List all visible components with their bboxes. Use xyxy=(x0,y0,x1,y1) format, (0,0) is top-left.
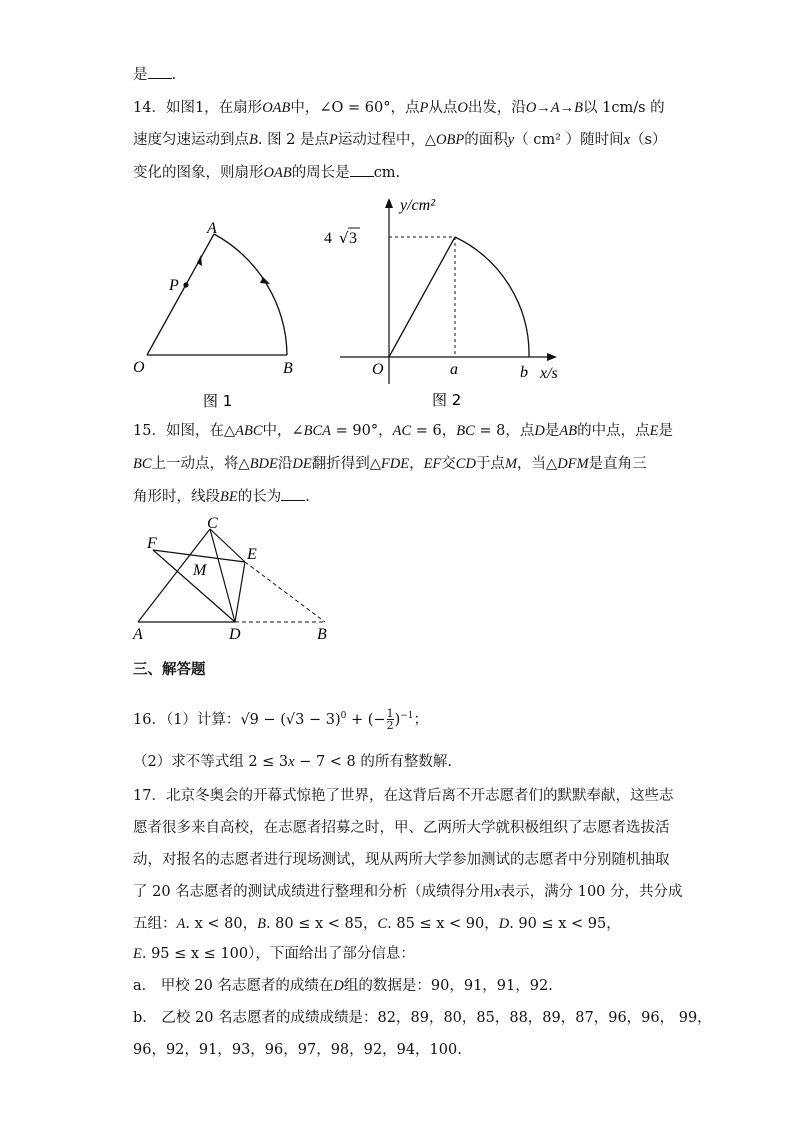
x-axis-label: x/s xyxy=(540,365,558,382)
q16-part2: （2）求不等式组 2 ≤ 3x − 7 < 8 的所有整数解. xyxy=(133,754,452,770)
label-B: B xyxy=(317,626,327,643)
caption-fig2: 图 2 xyxy=(432,391,462,409)
segment-OA xyxy=(147,234,214,355)
label-a: a xyxy=(450,361,458,378)
graph-curve xyxy=(455,237,529,357)
q17-line1: 17．北京冬奥会的开幕式惊艳了世界，在这背后离不开志愿者们的默默奉献，这些志 xyxy=(133,788,674,804)
ymax-radicand: 3 xyxy=(349,230,357,247)
q14-line1: 14．如图1，在扇形OAB中，∠O = 60°，点P从点O出发，沿O→A→B以 1cm/s 的 xyxy=(133,100,665,116)
q15-line1: 15．如图，在△ABC中，∠BCA = 90°，AC = 6，BC = 8，点D是AB的中点，点E是 xyxy=(133,423,673,439)
q14-line2: 速度匀速运动到点B. 图 2 是点P运动过程中，△OBP的面积y（ cm² ）随时间x（s） xyxy=(133,132,667,148)
segment-EB-dashed xyxy=(245,562,325,622)
q17-line5: 五组：A. x < 80，B. 80 ≤ x < 85，C. 85 ≤ x < 90，D. 90 ≤ x < 95， xyxy=(133,916,621,932)
segment-DE xyxy=(235,562,245,622)
sqrt-sign: √ xyxy=(339,229,349,247)
section-heading: 三、解答题 xyxy=(133,662,206,678)
graph-line xyxy=(389,237,455,357)
q17-line3: 动，对报名的志愿者进行现场测试，现从两所大学参加测试的志愿者中分别随机抽取 xyxy=(133,852,670,868)
q17-line4: 了 20 名志愿者的测试成绩进行整理和分析（成绩得分用x表示，满分 100 分，共分成 xyxy=(133,884,683,900)
q17-line2: 愿者很多来自高校，在志愿者招募之时，甲、乙两所大学就积极组织了志愿者选拔活 xyxy=(133,820,670,836)
label-b: b xyxy=(520,364,528,381)
answer-blank xyxy=(350,162,374,177)
figure-q15-triangle xyxy=(125,512,340,647)
label-P: P xyxy=(169,277,179,294)
segment-CE xyxy=(210,529,245,562)
answer-blank xyxy=(281,486,305,501)
caption-fig1: 图 1 xyxy=(203,392,233,410)
segment-FE xyxy=(153,550,245,562)
y-axis-label: y/cm² xyxy=(400,197,435,214)
answer-blank xyxy=(148,64,172,79)
q13-text: 是 xyxy=(133,67,148,83)
label-B: B xyxy=(283,360,293,377)
arc-AB xyxy=(214,234,287,355)
q15-line3: 角形时，线段BE的长为 . xyxy=(133,486,310,507)
segment-CD xyxy=(210,529,235,622)
q16-part1: 16．（1）计算：$√9 - (√3 - 3)^0$ + (− $\frac{1}{2}$ )$^{-1}$； xyxy=(133,707,429,733)
figure-1-sector xyxy=(125,215,315,415)
q15-line2: BC上一动点，将△BDE沿DE翻折得到△FDE，EF交CD于点M，当△DFM是直角三 xyxy=(133,456,647,472)
label-A: A xyxy=(207,220,217,237)
label-O: O xyxy=(133,359,145,376)
label-E: E xyxy=(247,546,257,563)
label-O: O xyxy=(372,361,384,378)
q17-info-b: b． 乙校 20 名志愿者的成绩成绩是：82，89，80，85，88，89，87，96，96， 99， xyxy=(133,1010,712,1026)
q17-info-b-cont: 96，92，91，93，96，97，98，92，94，100. xyxy=(133,1042,462,1058)
label-D: D xyxy=(229,626,241,643)
label-C: C xyxy=(207,515,218,532)
label-M: M xyxy=(193,562,207,579)
arrow-on-arc xyxy=(260,277,270,284)
label-F: F xyxy=(147,535,157,552)
label-A: A xyxy=(133,626,143,643)
q13-end: . xyxy=(171,67,177,83)
q17-line6: E. 95 ≤ x ≤ 100），下面给出了部分信息： xyxy=(133,946,415,962)
ymax-coefficient: 4 xyxy=(324,230,332,247)
x-axis-arrow xyxy=(547,353,557,361)
q14-line3: 变化的图象，则扇形OAB的周长是 cm. xyxy=(133,162,400,183)
figure-2-graph xyxy=(320,190,570,415)
y-axis-arrow xyxy=(385,198,393,208)
q17-info-a: a． 甲校 20 名志愿者的成绩在D组的数据是：90，91，91，92. xyxy=(133,978,553,994)
q13-tail xyxy=(133,64,176,85)
point-P xyxy=(183,282,188,287)
